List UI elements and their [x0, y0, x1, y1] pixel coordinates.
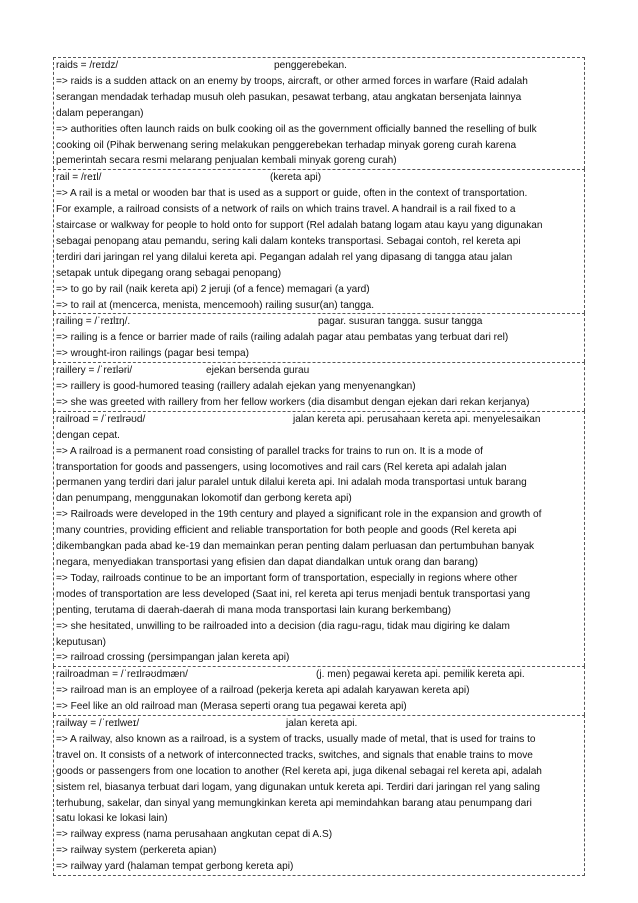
text-line: dan penumpang, menggunakan lokomotif dan gerbong kereta api)	[56, 493, 352, 505]
text-line: => railroad man is an employee of a railroad (pekerja kereta api adalah karyawan kereta api)	[56, 685, 470, 697]
text-line: => A rail is a metal or wooden bar that is used as a support or guide, often in the context of transportation.	[56, 188, 528, 200]
text-line: sistem rel, biasanya terbuat dari logam, yang digunakan untuk kereta api. Terdiri dari jaringan rel yang saling	[56, 781, 541, 793]
text-line: serangan mendadak terhadap musuh oleh pasukan, pesawat terbang, atau angkatan bersenjata lainnya	[56, 91, 522, 103]
gloss: ejekan bersenda gurau	[206, 365, 310, 377]
text-line: terdiri dari jaringan rel yang dilalui kereta api. Pegangan adalah rel yang dipasang di tangga atau jalan	[56, 251, 513, 263]
text-line: => railway yard (halaman tempat gerbong kereta api)	[56, 861, 294, 873]
text-line: permanen yang terdiri dari jalur paralel untuk dilalui kereta api. Ini adalah moda transportasi untuk barang	[56, 477, 527, 489]
text-line: satu lokasi ke lokasi lain)	[56, 813, 168, 825]
example-paragraph	[56, 298, 582, 314]
text-line: => railing is a fence or barrier made of rails (railing adalah pagar atau pembatas yang terbuat dari rel)	[56, 332, 509, 344]
example-paragraph	[56, 507, 582, 571]
text-line: pemerintah secara resmi melarang penjualan kembali minyak goreng curah)	[56, 155, 397, 167]
text-line: goods or passengers from one location to another (Rel kereta api, juga dikenal sebagai rel kereta api, adalah	[56, 765, 542, 777]
example-paragraph	[56, 186, 582, 281]
entry-header	[56, 58, 582, 74]
example-paragraph	[56, 683, 582, 699]
gloss: (j. men) pegawai kereta api. pemilik kereta api.	[316, 669, 525, 681]
dictionary-entry	[53, 169, 585, 313]
dictionary-entry	[53, 715, 585, 876]
text-line: transportation for goods and passengers, using locomotives and rail cars (Rel kereta api adalah jalan	[56, 461, 507, 473]
entry-header	[56, 412, 582, 428]
headword: raillery = /ˈreɪləri/	[56, 365, 133, 377]
example-paragraph	[56, 395, 582, 411]
text-line: => she was greeted with raillery from her fellow workers (dia disambut dengan ejekan dari rekan kerjanya)	[56, 396, 530, 408]
example-paragraph	[56, 74, 582, 122]
text-line: => she hesitated, unwilling to be railroaded into a decision (dia ragu-ragu, tidak mau digiring ke dalam	[56, 620, 510, 632]
headword: rail = /reɪl/	[56, 172, 102, 184]
dictionary-page	[53, 57, 585, 876]
text-line: For example, a railroad consists of a network of rails on which trains travel. A handrail is a rail fixed to a	[56, 204, 516, 216]
text-line: => Feel like an old railroad man (Merasa seperti orang tua pegawai kereta api)	[56, 701, 407, 713]
text-line: keputusan)	[56, 636, 106, 648]
example-paragraph	[56, 122, 582, 170]
headword: railing = /ˈreɪlɪŋ/.	[56, 316, 131, 328]
text-line: => Railroads were developed in the 19th century and played a significant role in the expansion and growth of	[56, 509, 542, 521]
gloss: jalan kereta api.	[286, 718, 358, 730]
example-paragraph	[56, 571, 582, 619]
example-paragraph	[56, 843, 582, 859]
text-line: setapak untuk dipegang orang sebagai penopang)	[56, 267, 282, 279]
text-line: terhubung, sakelar, dan sinyal yang memungkinkan kereta api memindahkan barang atau penumpang dari	[56, 797, 532, 809]
text-line: travel on. It consists of a network of interconnected tracks, switches, and signals that enable trains to move	[56, 749, 533, 761]
example-paragraph	[56, 379, 582, 395]
headword: raids = /reɪdz/	[56, 60, 119, 71]
text-line: => railway system (perkereta apian)	[56, 845, 217, 857]
entry-header	[56, 170, 582, 186]
example-paragraph	[56, 827, 582, 843]
headword: railway = /ˈreɪlweɪ/	[56, 718, 140, 730]
text-line: => raids is a sudden attack on an enemy by troops, aircraft, or other armed forces in warfare (Raid adalah	[56, 75, 528, 87]
gloss: (kereta api)	[270, 172, 322, 184]
dictionary-entry	[53, 666, 585, 715]
text-line: modes of transportation are less developed (Saat ini, rel kereta api terus menjadi bentuk transportasi yang	[56, 588, 531, 600]
entry-header	[56, 363, 582, 379]
text-line: => A railway, also known as a railroad, is a system of tracks, usually made of metal, that is used for trains to	[56, 733, 536, 745]
text-line: => A railroad is a permanent road consisting of parallel tracks for trains to run on. It is a mode of	[56, 445, 483, 457]
example-paragraph	[56, 699, 582, 715]
text-line: cooking oil (Pihak berwenang sering melakukan penggerebekan terhadap minyak goreng curah karena	[56, 139, 517, 151]
entry-header	[56, 667, 582, 683]
headword: railroad = /ˈreɪlrəʊd/	[56, 413, 146, 425]
text-line: penting, terutama di daerah-daerah di mana moda transportasi lain kurang berkembang)	[56, 604, 452, 616]
text-line: => wrought-iron railings (pagar besi tempa)	[56, 348, 249, 360]
gloss-continuation: dengan cepat.	[56, 429, 120, 441]
gloss: penggerebekan.	[274, 60, 347, 71]
text-line: => raillery is good-humored teasing (raillery adalah ejekan yang menyenangkan)	[56, 381, 416, 393]
example-paragraph	[56, 619, 582, 651]
text-line: => to rail at (mencerca, menista, mencemooh) railing susur(an) tangga.	[56, 299, 375, 311]
text-line: many countries, providing efficient and reliable transportation for both people and goods (Rel kereta api	[56, 525, 517, 537]
text-line: negara, menyediakan transportasi yang efisien dan dapat diandalkan untuk orang dan barang)	[56, 557, 478, 569]
gloss: pagar. susuran tangga. susur tangga	[318, 316, 483, 328]
example-paragraph	[56, 859, 582, 875]
example-paragraph	[56, 732, 582, 827]
headword: railroadman = /ˈreɪlrəʊdmæn/	[56, 669, 188, 681]
example-paragraph	[56, 346, 582, 362]
entry-header	[56, 314, 582, 330]
example-paragraph	[56, 444, 582, 508]
text-line: dikembangkan pada abad ke-19 dan memainkan peran penting dalam perluasan dan pertumbuhan banyak	[56, 541, 535, 553]
text-line: dalam peperangan)	[56, 107, 144, 119]
text-line: => authorities often launch raids on bulk cooking oil as the government officially banned the reselling of bulk	[56, 123, 537, 135]
entry-list	[53, 57, 585, 876]
dictionary-entry	[53, 411, 585, 666]
dictionary-entry	[53, 57, 585, 169]
example-paragraph	[56, 282, 582, 298]
dictionary-entry	[53, 362, 585, 411]
text-line: => railway express (nama perusahaan angkutan cepat di A.S)	[56, 829, 333, 841]
text-line: => Today, railroads continue to be an important form of transportation, especially in regions where other	[56, 572, 518, 584]
entry-header	[56, 716, 582, 732]
example-paragraph	[56, 330, 582, 346]
dictionary-entry	[53, 313, 585, 362]
text-line: staircase or walkway for people to hold onto for support (Rel adalah batang logam atau kayu yang digunakan	[56, 220, 543, 232]
text-line: => railroad crossing (persimpangan jalan kereta api)	[56, 652, 290, 664]
example-paragraph	[56, 650, 582, 666]
gloss: jalan kereta api. perusahaan kereta api. menyelesaikan	[293, 413, 541, 425]
text-line: => to go by rail (naik kereta api) 2 jeruji (of a fence) memagari (a yard)	[56, 283, 370, 295]
text-line: sebagai penopang atau pemandu, sering kali dalam konteks transportasi. Sebagai contoh, rel kereta api	[56, 235, 521, 247]
